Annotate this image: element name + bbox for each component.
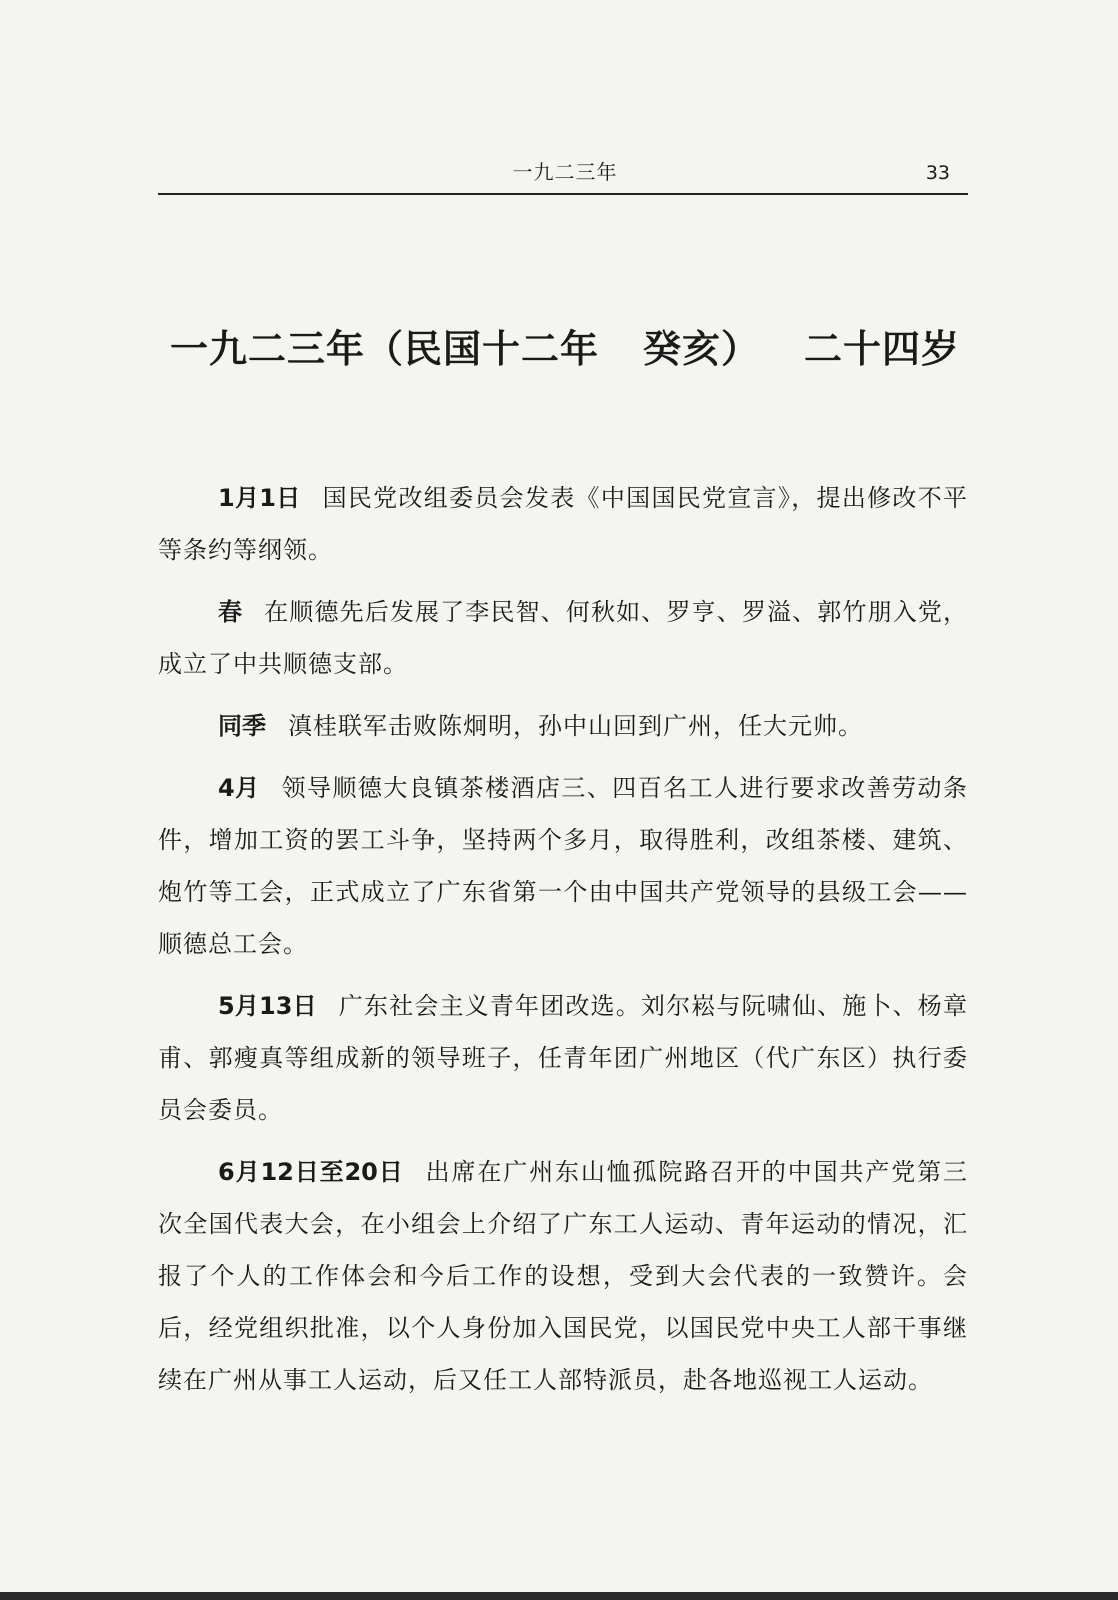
header-rule bbox=[158, 193, 968, 195]
scan-bottom-edge bbox=[0, 1592, 1118, 1600]
entry-text: 出席在广州东山恤孤院路召开的中国共产党第三次全国代表大会，在小组会上介绍了广东工人运动、青年运动的情况，汇报了个人的工作体会和今后工作的设想，受到大会代表的一致赞许。会后，经党组织批准，以个人身份加入国民党，以国民党中央工人部干事继续在广州从事工人运动，后又任工人部特派员，赴各地巡视工人运动。 bbox=[158, 1158, 968, 1394]
entry-date: 5月13日 bbox=[218, 992, 317, 1020]
chapter-title-age: 二十四岁 bbox=[804, 327, 961, 371]
chronicle-entry bbox=[158, 700, 968, 752]
running-title: 一九二三年 bbox=[512, 160, 618, 184]
entry-date: 同季 bbox=[218, 712, 266, 740]
chronicle-entry bbox=[158, 762, 968, 970]
chapter-title-main: 一九二三年（民国十二年 bbox=[170, 327, 600, 371]
entry-text: 在顺德先后发展了李民智、何秋如、罗亨、罗溢、郭竹朋入党，成立了中共顺德支部。 bbox=[158, 598, 969, 678]
entry-date: 春 bbox=[218, 598, 243, 626]
entry-text: 广东社会主义青年团改选。刘尔崧与阮啸仙、施卜、杨章甫、郭瘦真等组成新的领导班子，任青年团广州地区（代广东区）执行委员会委员。 bbox=[158, 992, 968, 1124]
page-number: 33 bbox=[925, 162, 950, 184]
entry-date: 4月 bbox=[218, 774, 260, 802]
chapter-title-ganzhi: 癸亥） bbox=[643, 327, 761, 371]
entry-text: 国民党改组委员会发表《中国国民党宣言》，提出修改不平等条约等纲领。 bbox=[158, 484, 969, 564]
chronicle-body bbox=[158, 472, 968, 1416]
entry-text: 领导顺德大良镇茶楼酒店三、四百名工人进行要求改善劳动条件，增加工资的罢工斗争，坚持两个多月，取得胜利，改组茶楼、建筑、炮竹等工会，正式成立了广东省第一个由中国共产党领导的县级工会——顺德总工会。 bbox=[158, 774, 968, 958]
chronicle-entry bbox=[158, 980, 968, 1136]
chapter-title bbox=[170, 318, 970, 373]
chronicle-entry bbox=[158, 586, 968, 690]
entry-text: 滇桂联军击败陈炯明，孙中山回到广州，任大元帅。 bbox=[288, 712, 863, 740]
entry-date: 6月12日至20日 bbox=[218, 1158, 404, 1186]
chronicle-entry bbox=[158, 472, 968, 576]
chronicle-entry bbox=[158, 1146, 968, 1406]
entry-date: 1月1日 bbox=[218, 484, 301, 512]
running-header bbox=[160, 150, 970, 190]
